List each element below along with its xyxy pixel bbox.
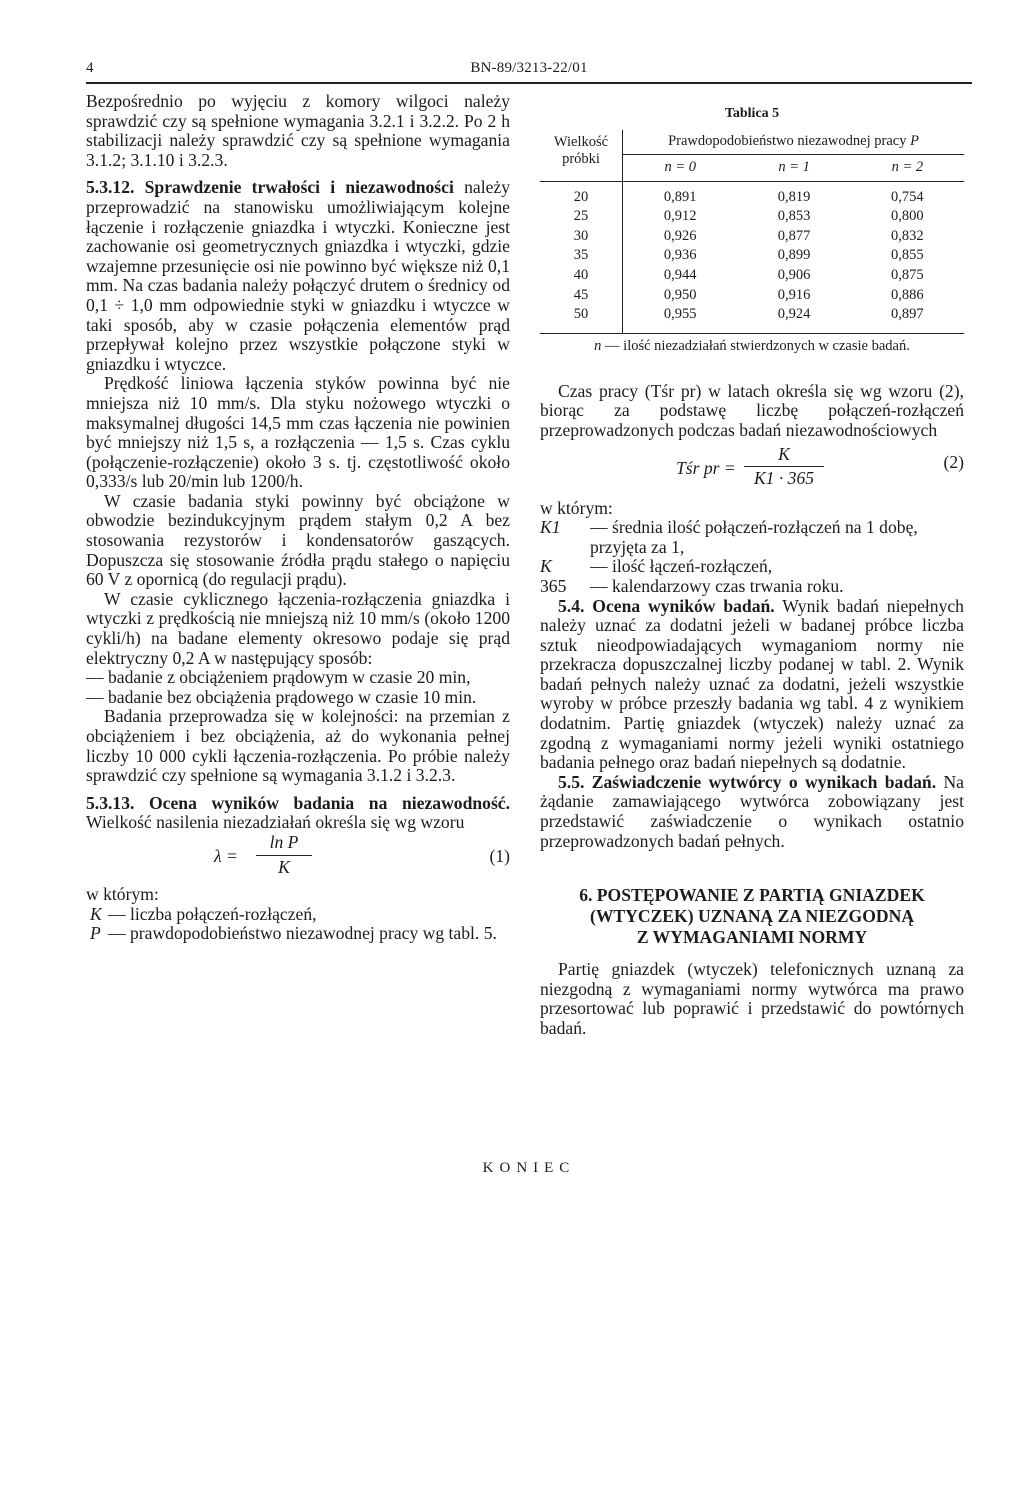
table-5-note: n — ilość niezadziałań stwierdzonych w czasie badań.	[540, 333, 964, 360]
section-5-3-12-number: 5.3.12.	[86, 177, 135, 198]
section-5-3-12-title: Sprawdzenie trwałości i niezawodności	[144, 177, 454, 198]
formula-2-number: (2)	[943, 451, 964, 472]
table-header-sample-size: Wielkość próbki	[540, 130, 623, 182]
definition-p-text: — prawdopodobieństwo niezawodnej pracy wg tabl. 5.	[108, 923, 497, 944]
table-header-n1: n = 1	[737, 154, 850, 181]
table-5-caption: Tablica 5	[724, 106, 780, 121]
end-marker: KONIEC	[482, 1160, 576, 1176]
formula-2-lhs: Tśr pr =	[676, 457, 736, 478]
section-5-3-13-text: Wielkość nasilenia niezadziałań określa się wg wzoru	[86, 812, 465, 833]
paragraph-load: W czasie badania styki powinny być obciążone w obwodzie bezindukcyjnym prądem stałym 0,2 A bez stosowania rezystorów i kondensatorów gaszących. Dopuszcza się stosowanie źródła prądu stałego o napięciu 60 V z opornicą (do regulacji prądu).	[86, 490, 510, 590]
paragraph-work-time: Czas pracy (Tśr pr) w latach określa się wg wzoru (2), biorąc za podstawę liczbę połączeń-rozłączeń przeprowadzonych podczas badań niezawodnościowych	[540, 380, 964, 440]
definition-k-right	[540, 557, 964, 577]
section-5-3-12	[86, 178, 510, 374]
section-5-3-13-number: 5.3.13.	[86, 792, 135, 813]
paragraph-cycle: W czasie cyklicznego łączenia-rozłączenia gniazdka i wtyczki z prędkością nie mniejszą niż 10 mm/s (około 1200 cykli/h) na badane elementy okresowo podaje się prąd elektryczny 0,2 A w następujący sposób:	[86, 588, 510, 668]
formula-1	[86, 833, 510, 885]
table-header-n2: n = 2	[851, 154, 964, 181]
definition-k1-text: — średnia ilość połączeń-rozłączeń na 1 dobę, przyjęta za 1,	[590, 517, 918, 557]
document-id: BN-89/3213-22/01	[470, 60, 588, 76]
left-column	[86, 92, 510, 944]
table-header-n0: n = 0	[623, 154, 738, 181]
section-5-5	[540, 773, 964, 851]
section-5-4	[540, 597, 964, 773]
formula-1-lhs: λ =	[214, 845, 238, 866]
definition-k-text: — liczba połączeń-rozłączeń,	[108, 903, 317, 924]
header-rule	[86, 82, 972, 84]
table-row: 45 0,950 0,916 0,886	[540, 286, 964, 306]
formula-2	[540, 441, 964, 499]
table-row: 20 0,891 0,819 0,754	[540, 181, 964, 207]
formula-1-numerator: ln P	[256, 833, 312, 856]
section-5-5-number: 5.5.	[558, 771, 585, 792]
list-item-load: — badanie z obciążeniem prądowym w czasie 20 min,	[86, 667, 471, 688]
where-label-left: w którym:	[86, 883, 159, 904]
table-row: 40 0,944 0,906 0,875	[540, 266, 964, 286]
definition-k1-symbol: K1	[540, 517, 561, 538]
paragraph-humidity-check: Bezpośrednio po wyjęciu z komory wilgoci należy sprawdzić czy są spełnione wymagania 3.2.1 i 3.2.2. Po 2 h stabilizacji należy sprawdzić czy są spełnione wymagania 3.1.2; 3.1.10 i 3.2.3.	[86, 91, 510, 170]
formula-2-numerator: K	[744, 445, 824, 468]
page-number: 4	[86, 60, 94, 76]
section-5-5-title: Zaświadczenie wytwórcy o wynikach badań.	[591, 771, 937, 792]
table-row: 25 0,912 0,853 0,800	[540, 207, 964, 227]
right-column	[540, 92, 964, 1039]
section-5-3-13-title: Ocena wyników badania na niezawodność.	[149, 792, 510, 813]
definition-p-symbol: P	[90, 923, 101, 944]
definition-k-right-text: — ilość łączeń-rozłączeń,	[590, 556, 773, 577]
section-6-title: 6. POSTĘPOWANIE Z PARTIĄ GNIAZDEK (WTYCZEK) UZNANĄ ZA NIEZGODNĄ Z WYMAGANIAMI NORMY	[579, 885, 925, 948]
section-6-text: Partię gniazdek (wtyczek) telefonicznych uznaną za niezgodną z wymaganiami normy wytwórca ma prawo przesortować lub poprawić i przedstawić do powtórnych badań.	[540, 959, 964, 1038]
table-5	[540, 130, 964, 360]
definition-k1	[540, 518, 964, 557]
definition-365-text: — kalendarzowy czas trwania roku.	[590, 575, 844, 596]
formula-2-fraction	[744, 445, 824, 489]
table-header-probability: Prawdopodobieństwo niezawodnej pracy P	[623, 130, 965, 155]
definition-365-symbol: 365	[540, 575, 567, 596]
section-5-3-13	[86, 794, 510, 833]
section-5-5-text: Na żądanie zamawiającego wytwórca zobowiązany jest przedstawić zaświadczenie o wynikach ostatnio przeprowadzonych badań pełnych.	[540, 771, 964, 851]
list-item-no-load: — badanie bez obciążenia prądowego w czasie 10 min.	[86, 686, 477, 707]
table-row: 30 0,926 0,877 0,832	[540, 227, 964, 247]
definition-k-left	[86, 905, 510, 925]
table-row: 35 0,936 0,899 0,855	[540, 246, 964, 266]
formula-1-denominator: K	[278, 856, 290, 877]
definition-p-left	[86, 924, 510, 944]
definition-365	[540, 577, 964, 597]
section-5-4-number: 5.4.	[558, 595, 585, 616]
paragraph-alternation: Badania przeprowadza się w kolejności: na przemian z obciążeniem i bez obciążenia, aż do wykonania pełnej liczby 10 000 cykli łączenia-rozłączenia. Po próbie należy sprawdzić czy spełnione są wymagania 3.1.2 i 3.2.3.	[86, 706, 510, 786]
table-row: 50 0,955 0,924 0,897	[540, 305, 964, 333]
section-5-3-12-text: należy przeprowadzić na stanowisku umożliwiającym kolejne łączenie i rozłączenie gniazdka i wtyczki. Konieczne jest zachowanie osi geometrycznych gniazdka i wtyczki, gdzie wzajemne przesunięcie osi nie powinno być większe niż 0,1 mm. Na czas badania należy połączyć drutem o średnicy od 0,1 ÷ 1,0 mm odpowiednie styki w gniazdku i wtyczce w taki sposób, aby w czasie połączenia elementów prąd przepływał kolejno przez wszystkie połączone styki w gniazdku i wtyczce.	[86, 177, 511, 374]
definition-k-right-symbol: K	[540, 556, 552, 577]
section-5-4-text: Wynik badań niepełnych należy uznać za dodatni jeżeli w badanej próbce liczba sztuk nieodpowiadających wymaganiom normy nie przekracza dopuszczalnej liczby podanej w tabl. 2. Wynik badań pełnych należy uznać za dodatni, jeżeli wszystkie wyroby w próbce przeszły badania wg tabl. 4 z wynikiem dodatnim. Partię gniazdek (wtyczek) należy uznać za zgodną z wymaganiami normy jeżeli wyniki ostatniego badania pełnego oraz badań niepełnych są dodatnie.	[540, 595, 964, 773]
page-header	[86, 60, 972, 84]
where-label-right: w którym:	[540, 497, 613, 518]
paragraph-speed: Prędkość liniowa łączenia styków powinna być nie mniejsza niż 10 mm/s. Dla styku nożowego wtyczki o maksymalnej długości 14,5 mm czas łączenia nie powinien być mniejszy niż 1,5 s, a rozłączenia — 1,5 s. Czas cyklu (połączenie-rozłączenie) około 3 s. tj. częstotliwość około 0,333/s lub 20/min lub 1200/h.	[86, 373, 510, 492]
formula-1-fraction	[256, 833, 312, 877]
section-5-4-title: Ocena wyników badań.	[592, 595, 775, 616]
formula-2-denominator: K1 · 365	[753, 468, 815, 489]
formula-1-number: (1)	[489, 845, 510, 866]
definition-k-symbol: K	[90, 903, 102, 924]
